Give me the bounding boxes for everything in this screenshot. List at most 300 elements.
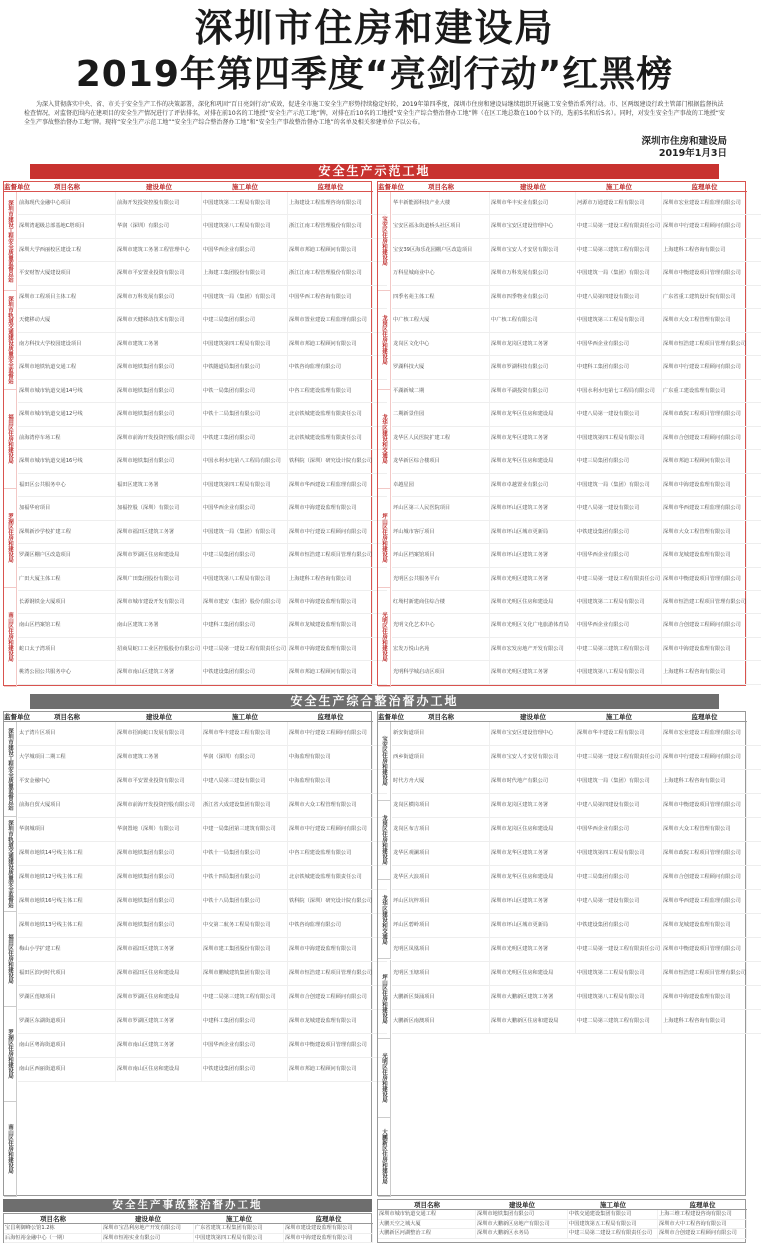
cell-project: 龙岗区布吉项目: [392, 818, 490, 841]
table-row: [18, 380, 387, 403]
cell-builder: 深圳市光明区住房和建设局: [490, 962, 576, 985]
cell-project: 龙华区观澜项目: [392, 842, 490, 865]
cell-builder: 深圳市建筑工务署: [116, 746, 202, 769]
cell-contractor: 华润（深圳）有限公司: [202, 746, 288, 769]
cell-builder: 加福控股（深圳）有限公司: [116, 497, 202, 519]
cell-project: 二期新景佳园: [392, 403, 490, 425]
cell-supervisor: 深圳市中海建设监理有限公司: [288, 497, 373, 519]
cell-supervisor: 深圳市恒浩建工程项目管理有限公司: [662, 333, 747, 355]
col-supervisor: 监理单位: [691, 713, 718, 721]
cell-supervisor: 中咨工程建设监理有限公司: [288, 380, 373, 402]
table-row: [392, 914, 761, 938]
accident-table-left: [3, 1213, 372, 1243]
district-label: 坪山区住房和建设局: [378, 960, 391, 1039]
section-demo-title: 安全生产示范工地: [30, 164, 719, 179]
cell-builder: 深圳市大鹏新区水务局: [476, 1229, 568, 1238]
district-label: 深圳市轨道交通建设质量安全监督站: [4, 291, 17, 390]
table-row: [18, 914, 387, 938]
cell-builder: 深圳市地铁集团有限公司: [116, 890, 202, 913]
signature-block: [641, 136, 727, 160]
cell-contractor: 中建三局第一建设工程有限责任公司: [202, 638, 288, 660]
cell-project: 宝昌利御峰公馆1.2栋: [4, 1224, 102, 1233]
cell-builder: 深圳市地铁集团有限公司: [116, 914, 202, 937]
cell-project: 南山区档案馆工程: [18, 614, 116, 636]
cell-supervisor: 中铁咨询监理有限公司: [288, 914, 373, 937]
cell-supervisor: 深圳市大众工程管理有限公司: [662, 521, 747, 543]
cell-supervisor: 深圳市中衡建设项目管理有限公司: [662, 794, 747, 817]
cell-contractor: 中建二局第三建筑工程有限公司: [202, 986, 288, 1009]
cell-contractor: 中铁建设集团有限公司: [202, 1058, 288, 1081]
cell-builder: 深圳市福田区建筑工务署: [116, 521, 202, 543]
cell-contractor: 中建八局第四建设有限公司: [576, 794, 662, 817]
cell-contractor: 中国华西企业有限公司: [576, 333, 662, 355]
cell-supervisor: 深圳市中衡建设项目管理有限公司: [662, 568, 747, 590]
cell-project: 福田区滨河时代项目: [18, 962, 116, 985]
cell-contractor: 中建二局第三建筑工程有限公司: [576, 638, 662, 660]
cell-supervisor: 广东重工建设监理有限公司: [662, 380, 747, 402]
cell-supervisor: 深圳市大众工程管理有限公司: [662, 309, 747, 331]
cell-contractor: 中国建筑第八工程局有限公司: [576, 661, 662, 683]
cell-builder: 深圳市建筑工务署: [116, 333, 202, 355]
cell-contractor: 中铁建工集团有限公司: [202, 427, 288, 449]
col-district: 监督单位: [378, 183, 404, 191]
cell-supervisor: 深圳市恒浩建工程项目管理有限公司: [662, 591, 747, 613]
district-label: 福田区住房和建设局: [4, 390, 17, 489]
cell-project: 光明区玉塘项目: [392, 962, 490, 985]
cell-supervisor: 深圳市华西建设工程监理有限公司: [288, 474, 373, 496]
cell-builder: 深圳市前海开发投资控股有限公司: [116, 427, 202, 449]
cell-contractor: 中建三局集团有限公司: [202, 544, 288, 566]
cell-builder: 深圳市光明区建筑工务署: [490, 568, 576, 590]
cell-contractor: 深圳市建工集团股份有限公司: [202, 938, 288, 961]
district-label: 深圳市建设工程安全质量监督总站: [4, 722, 17, 817]
cell-supervisor: 深圳市邦迪工程顾问有限公司: [288, 661, 373, 683]
supervise-table-right: [377, 711, 746, 1196]
table-row: [392, 403, 761, 426]
cell-project: 大学城项目二期工程: [18, 746, 116, 769]
cell-builder: 华润（深圳）有限公司: [116, 215, 202, 237]
cell-builder: 深圳市光明区建筑工务署: [490, 938, 576, 961]
cell-contractor: 中建八局第三建设有限公司: [202, 770, 288, 793]
cell-contractor: 中铁交通建设集团有限公司: [568, 1210, 658, 1219]
cell-contractor: 中国建筑第二工程局有限公司: [202, 192, 288, 214]
cell-project: 宏发万悦山名苑: [392, 638, 490, 660]
demo-table-right: [377, 181, 746, 686]
table-row: [392, 890, 761, 914]
cell-project: 深圳大学西丽校区建设工程: [18, 239, 116, 261]
demo-table-left: [3, 181, 372, 686]
district-label: 坪山区住房和建设局: [378, 489, 391, 588]
cell-builder: 深圳市城市建设开发有限公司: [116, 591, 202, 613]
cell-contractor: 中国建筑第四工程局有限公司: [194, 1234, 284, 1243]
col-district: 监督单位: [4, 713, 30, 721]
cell-project: 华润城项目: [18, 818, 116, 841]
cell-contractor: 中建三局第一建设工程有限责任公司: [576, 938, 662, 961]
cell-project: 光明区公共服务平台: [392, 568, 490, 590]
table-body: [392, 722, 761, 1034]
cell-builder: 深圳市南山区住房和建设局: [116, 1058, 202, 1081]
col-district: 监督单位: [378, 713, 404, 721]
table-row: [392, 286, 761, 309]
cell-project: 大鹏新区河湖整治工程: [378, 1229, 476, 1238]
cell-supervisor: 深圳市大众工程管理有限公司: [662, 818, 747, 841]
col-contractor: 施工单位: [600, 1201, 626, 1209]
table-row: [392, 1010, 761, 1034]
cell-contractor: 中交第二航务工程局有限公司: [202, 914, 288, 937]
cell-contractor: 中国建筑第二工程局有限公司: [576, 591, 662, 613]
cell-contractor: 中国建筑一局（集团）有限公司: [576, 770, 662, 793]
col-project: 项目名称: [54, 183, 80, 191]
table-row: [378, 1220, 747, 1230]
table-row: [18, 1034, 387, 1058]
cell-supervisor: 北京铁城建设监理有限责任公司: [288, 403, 373, 425]
cell-project: 梅山小学扩建工程: [18, 938, 116, 961]
cell-contractor: 中国华西企业有限公司: [202, 497, 288, 519]
cell-project: 坪山区档案馆项目: [392, 544, 490, 566]
district-label: 龙岗区住房和建设局: [378, 801, 391, 880]
cell-contractor: 中铁十八局集团有限公司: [202, 890, 288, 913]
cell-project: 福田区公共服务中心: [18, 474, 116, 496]
district-label: 南山区住房和建设局: [4, 588, 17, 687]
table-row: [392, 333, 761, 356]
cell-builder: 深圳市龙华区住房和建设局: [490, 450, 576, 472]
col-project: 项目名称: [428, 183, 454, 191]
cell-contractor: 中铁十一局集团有限公司: [202, 842, 288, 865]
table-row: [18, 521, 387, 544]
cell-builder: 深圳市卓越置业有限公司: [490, 474, 576, 496]
table-row: [392, 356, 761, 379]
signer-name: 深圳市住房和建设局: [641, 136, 727, 147]
cell-supervisor: 上海建科工程咨询有限公司: [662, 770, 747, 793]
table-row: [392, 450, 761, 473]
table-row: [392, 842, 761, 866]
cell-supervisor: 深圳市龙城建设监理有限公司: [662, 544, 747, 566]
cell-contractor: 中建三局集团有限公司: [576, 450, 662, 472]
district-label: 宝安区住房和建设局: [378, 722, 391, 801]
cell-project: 西乡街道项目: [392, 746, 490, 769]
cell-project: 龙岗区文化中心: [392, 333, 490, 355]
table-row: [392, 239, 761, 262]
cell-supervisor: 铁科院（深圳）研究设计院有限公司: [288, 890, 373, 913]
cell-supervisor: 深圳市中行建设工程顾问有限公司: [288, 722, 373, 745]
district-label: 南山区住房和建设局: [4, 1102, 17, 1197]
cell-contractor: 浙江省大成建设集团有限公司: [202, 794, 288, 817]
table-row: [18, 986, 387, 1010]
cell-builder: 深圳市地铁集团有限公司: [116, 356, 202, 378]
cell-supervisor: 深圳市置业建设工程监理有限公司: [288, 309, 373, 331]
cell-contractor: 中建八局第一建设有限公司: [576, 497, 662, 519]
cell-builder: 深圳市宝昌利房地产开发有限公司: [102, 1224, 194, 1233]
table-row: [392, 521, 761, 544]
section-accident-title: 安全生产事故整治督办工地: [3, 1199, 372, 1212]
cell-project: 广田大厦主体工程: [18, 568, 116, 590]
cell-contractor: 中建三局集团有限公司: [576, 866, 662, 889]
cell-builder: 深圳市宏发房地产开发有限公司: [490, 638, 576, 660]
table-header: [4, 1214, 373, 1224]
cell-project: 罗湖科技大厦: [392, 356, 490, 378]
cell-supervisor: 深圳市大众工程管理有限公司: [288, 794, 373, 817]
table-row: [18, 450, 387, 473]
cell-supervisor: 铁科院（深圳）研究设计院有限公司: [288, 450, 373, 472]
table-row: [18, 938, 387, 962]
section-supervise-title: 安全生产综合整治督办工地: [30, 694, 719, 709]
table-body: [378, 1210, 747, 1239]
district-label: 深圳市轨道交通建设质量安全监督站: [4, 817, 17, 912]
cell-supervisor: 深圳市中行建设工程顾问有限公司: [288, 521, 373, 543]
cell-project: 南山区粤海街道项目: [18, 1034, 116, 1057]
cell-contractor: 中国水利水电第七工程局有限公司: [576, 380, 662, 402]
cell-supervisor: 深圳市中海建设监理有限公司: [662, 986, 747, 1009]
cell-supervisor: 上海建科工程咨询有限公司: [662, 661, 747, 683]
cell-supervisor: 深圳市中海建设监理有限公司: [288, 591, 373, 613]
cell-builder: 深圳市平湖投资有限公司: [490, 380, 576, 402]
table-row: [392, 986, 761, 1010]
cell-contractor: 中国建筑一局（集团）有限公司: [202, 286, 288, 308]
cell-project: 深圳市城市轨道交通16号线: [18, 450, 116, 472]
cell-contractor: 中国华西企业有限公司: [576, 614, 662, 636]
cell-contractor: 深圳市鹏城建筑集团有限公司: [202, 962, 288, 985]
table-header: [4, 712, 373, 722]
table-row: [18, 962, 387, 986]
cell-contractor: 中建八局第四建设有限公司: [576, 286, 662, 308]
cell-project: 龙华区大浪项目: [392, 866, 490, 889]
cell-builder: 深圳市万科发展有限公司: [116, 286, 202, 308]
table-row: [18, 309, 387, 332]
table-row: [18, 638, 387, 661]
page-header: [0, 0, 749, 140]
cell-project: 南方科技大学校园建设项目: [18, 333, 116, 355]
cell-supervisor: 深圳市合创建设工程顾问有限公司: [288, 986, 373, 1009]
cell-builder: 深圳市福田区建筑工务署: [116, 938, 202, 961]
table-header: [378, 712, 747, 722]
cell-contractor: 中国建筑第八工程局有限公司: [202, 568, 288, 590]
supervise-table-left: [3, 711, 372, 1196]
cell-contractor: 中国华西企业有限公司: [576, 544, 662, 566]
col-builder: 建设单位: [135, 1215, 161, 1223]
cell-supervisor: 深圳市恒浩建工程项目管理有限公司: [662, 962, 747, 985]
cell-contractor: 中国水利水电第八工程局有限公司: [202, 450, 288, 472]
district-label: 宝安区住房和建设局: [378, 192, 391, 291]
cell-project: 太子湾片区项目: [18, 722, 116, 745]
cell-project: 深圳市地铁13号线主体工程: [18, 914, 116, 937]
table-row: [392, 568, 761, 591]
cell-contractor: 中国建筑一局（集团）有限公司: [202, 521, 288, 543]
cell-builder: 深圳市时代地产有限公司: [490, 770, 576, 793]
table-row: [18, 333, 387, 356]
table-row: [18, 544, 387, 567]
table-row: [18, 497, 387, 520]
col-contractor: 施工单位: [226, 1215, 252, 1223]
cell-project: 平安金融中心: [18, 770, 116, 793]
cell-project: 深圳市工程项目主体工程: [18, 286, 116, 308]
cell-contractor: 中建三局集团有限公司: [202, 309, 288, 331]
cell-project: 宝安区福永街道桥头社区项目: [392, 215, 490, 237]
cell-supervisor: 深圳市华西建设工程监理有限公司: [662, 890, 747, 913]
table-row: [392, 661, 761, 684]
cell-contractor: 中国建筑一局（集团）有限公司: [576, 262, 662, 284]
district-label: 罗湖区住房和建设局: [4, 1007, 17, 1102]
table-row: [4, 1224, 373, 1234]
cell-contractor: 中铁十二局集团有限公司: [202, 403, 288, 425]
col-supervisor: 监理单位: [691, 183, 718, 191]
cell-contractor: 中国建筑第八工程局有限公司: [202, 215, 288, 237]
cell-supervisor: 北京铁城建设监理有限责任公司: [288, 427, 373, 449]
cell-builder: 深圳市万科发展有限公司: [490, 262, 576, 284]
cell-contractor: 中铁一局集团有限公司: [202, 380, 288, 402]
cell-supervisor: 深圳市合创建设工程顾问有限公司: [662, 614, 747, 636]
cell-builder: 深圳市华丰实业有限公司: [490, 192, 576, 214]
cell-project: 前海湾停车场工程: [18, 427, 116, 449]
cell-builder: 深圳市恒裕实业有限公司: [102, 1234, 194, 1243]
cell-project: 前海自贸大厦项目: [18, 794, 116, 817]
cell-supervisor: 深圳市龙城建设监理有限公司: [288, 614, 373, 636]
cell-supervisor: 广东省重工建筑设计院有限公司: [662, 286, 747, 308]
cell-supervisor: 深圳市邦迪工程顾问有限公司: [288, 333, 373, 355]
cell-project: 深圳市地铁14号线主体工程: [18, 842, 116, 865]
cell-project: 天健移动大厦: [18, 309, 116, 331]
table-row: [392, 497, 761, 520]
cell-contractor: 深圳市建安（集团）股份有限公司: [202, 591, 288, 613]
table-row: [392, 309, 761, 332]
cell-builder: 深圳市福田区住房和建设局: [116, 962, 202, 985]
cell-supervisor: 深圳市中海建设监理有限公司: [288, 938, 373, 961]
cell-project: 华丰新能源科技产业大楼: [392, 192, 490, 214]
col-builder: 建设单位: [520, 713, 546, 721]
table-row: [18, 818, 387, 842]
cell-builder: 深圳市南山区建筑工务署: [116, 1034, 202, 1057]
table-row: [18, 890, 387, 914]
cell-contractor: 中国建筑第四工程局有限公司: [202, 333, 288, 355]
col-project: 项目名称: [40, 1215, 66, 1223]
table-row: [4, 1234, 373, 1244]
signer-date: 2019年1月3日: [658, 148, 727, 159]
district-label: 龙华区建设和交通局: [378, 880, 391, 959]
cell-builder: 深圳市南山区建筑工务署: [116, 661, 202, 683]
cell-contractor: 中建三局第一建设工程有限责任公司: [576, 215, 662, 237]
cell-project: 罗湖区东湖街道项目: [18, 1010, 116, 1033]
cell-project: 平湖新城二期: [392, 380, 490, 402]
cell-builder: 深圳市平安置业投资有限公司: [116, 262, 202, 284]
cell-contractor: 中建二局第三建筑工程有限公司: [576, 1010, 662, 1033]
cell-project: 坪山城市客厅项目: [392, 521, 490, 543]
table-row: [392, 474, 761, 497]
cell-contractor: 中铁隧道局集团有限公司: [202, 356, 288, 378]
cell-project: 前海现代金融中心项目: [18, 192, 116, 214]
cell-project: 大鹏新区南澳项目: [392, 1010, 490, 1033]
cell-project: 坪山区碧岭项目: [392, 914, 490, 937]
cell-builder: 深圳市罗湖区住房和建设局: [116, 544, 202, 566]
cell-contractor: 中铁建设集团有限公司: [576, 914, 662, 937]
cell-supervisor: 深圳市中衡建设项目管理有限公司: [662, 262, 747, 284]
table-row: [18, 591, 387, 614]
cell-builder: 深圳市大鹏新区建筑工务署: [490, 986, 576, 1009]
cell-project: 坪山区第三人民医院项目: [392, 497, 490, 519]
cell-builder: 深圳市光明区住房和建设局: [490, 591, 576, 613]
table-row: [18, 614, 387, 637]
cell-supervisor: 深圳市邦迪工程顾问有限公司: [288, 239, 373, 261]
col-supervisor: 监理单位: [315, 1215, 342, 1223]
cell-builder: 深圳市天健移动技术有限公司: [116, 309, 202, 331]
col-builder: 建设单位: [146, 183, 172, 191]
cell-builder: 深圳市宝安人才安居有限公司: [490, 239, 576, 261]
cell-builder: 深圳市建筑工务署工程管理中心: [116, 239, 202, 261]
cell-builder: 深圳市四季物业有限公司: [490, 286, 576, 308]
cell-supervisor: 深圳市中行建设工程顾问有限公司: [288, 818, 373, 841]
district-label: 光明区住房和建设局: [378, 588, 391, 687]
table-row: [18, 1010, 387, 1034]
table-row: [18, 215, 387, 238]
cell-builder: 深圳市龙华区住房和建设局: [490, 866, 576, 889]
table-row: [392, 427, 761, 450]
cell-contractor: 中国建筑第四工程局有限公司: [576, 842, 662, 865]
cell-contractor: 中国建筑第四工程局有限公司: [202, 474, 288, 496]
cell-builder: 深圳市地铁集团有限公司: [116, 380, 202, 402]
cell-builder: 深圳市宝安区建设管理中心: [490, 215, 576, 237]
table-body: [4, 1224, 373, 1243]
cell-project: 加福华府项目: [18, 497, 116, 519]
table-row: [18, 356, 387, 379]
cell-builder: 南山区建筑工务署: [116, 614, 202, 636]
cell-supervisor: 上海建设工程监理咨询有限公司: [288, 192, 373, 214]
cell-builder: 深圳市宝安人才安居有限公司: [490, 746, 576, 769]
table-row: [392, 544, 761, 567]
cell-builder: 深圳市罗湖区住房和建设局: [116, 986, 202, 1009]
table-row: [18, 286, 387, 309]
table-row: [18, 403, 387, 426]
district-label: 福田区住房和建设局: [4, 912, 17, 1007]
cell-builder: 招商局蛇口工业区控股股份有限公司: [116, 638, 202, 660]
district-label: 深圳市建设工程安全质量监督总站: [4, 192, 17, 291]
cell-project: 红坳村新建商住综合楼: [392, 591, 490, 613]
col-supervisor: 监理单位: [317, 183, 344, 191]
cell-builder: 深圳市坪山区建筑工务署: [490, 544, 576, 566]
table-header: [378, 1200, 747, 1210]
table-row: [392, 380, 761, 403]
cell-builder: 福田区建筑工务署: [116, 474, 202, 496]
cell-supervisor: 深圳市中衡建设项目管理有限公司: [288, 1034, 373, 1057]
cell-builder: 深圳市龙岗区住房和建设局: [490, 818, 576, 841]
cell-contractor: 河源市万通建设工程有限公司: [576, 192, 662, 214]
cell-builder: 深圳市光明区文化广电旅游体育局: [490, 614, 576, 636]
cell-supervisor: 中海监理有限公司: [288, 746, 373, 769]
cell-supervisor: 深圳市龙城建设监理有限公司: [288, 1010, 373, 1033]
cell-supervisor: 上海建科工程咨询有限公司: [288, 568, 373, 590]
table-row: [18, 568, 387, 591]
cell-contractor: 中国建筑一局（集团）有限公司: [576, 474, 662, 496]
col-contractor: 施工单位: [232, 713, 258, 721]
cell-builder: 深圳市宝安区建设管理中心: [490, 722, 576, 745]
table-row: [392, 794, 761, 818]
cell-supervisor: 深圳市中行建设工程顾问有限公司: [662, 746, 747, 769]
district-label: 龙岗区住房和建设局: [378, 291, 391, 390]
district-label: 光明区住房和建设局: [378, 1039, 391, 1118]
cell-contractor: 中铁建设集团有限公司: [576, 521, 662, 543]
page-subtitle: 2019年第四季度“亮剑行动”红黑榜: [75, 54, 674, 95]
cell-project: 深圳市地铁轨道交通工程: [18, 356, 116, 378]
table-body: [18, 722, 387, 1082]
cell-supervisor: 深圳市合创建设工程顾问有限公司: [658, 1229, 747, 1238]
cell-builder: 深圳广田集团股份有限公司: [116, 568, 202, 590]
cell-builder: 前海开发投资控股有限公司: [116, 192, 202, 214]
col-contractor: 施工单位: [232, 183, 258, 191]
cell-contractor: 中国建筑第八工程局有限公司: [576, 986, 662, 1009]
cell-builder: 深圳市坪山区城市更新局: [490, 914, 576, 937]
table-row: [392, 746, 761, 770]
table-row: [392, 866, 761, 890]
col-project: 项目名称: [54, 713, 80, 721]
cell-builder: 深圳市龙华区建筑工务署: [490, 842, 576, 865]
cell-project: 坪山区坑梓项目: [392, 890, 490, 913]
